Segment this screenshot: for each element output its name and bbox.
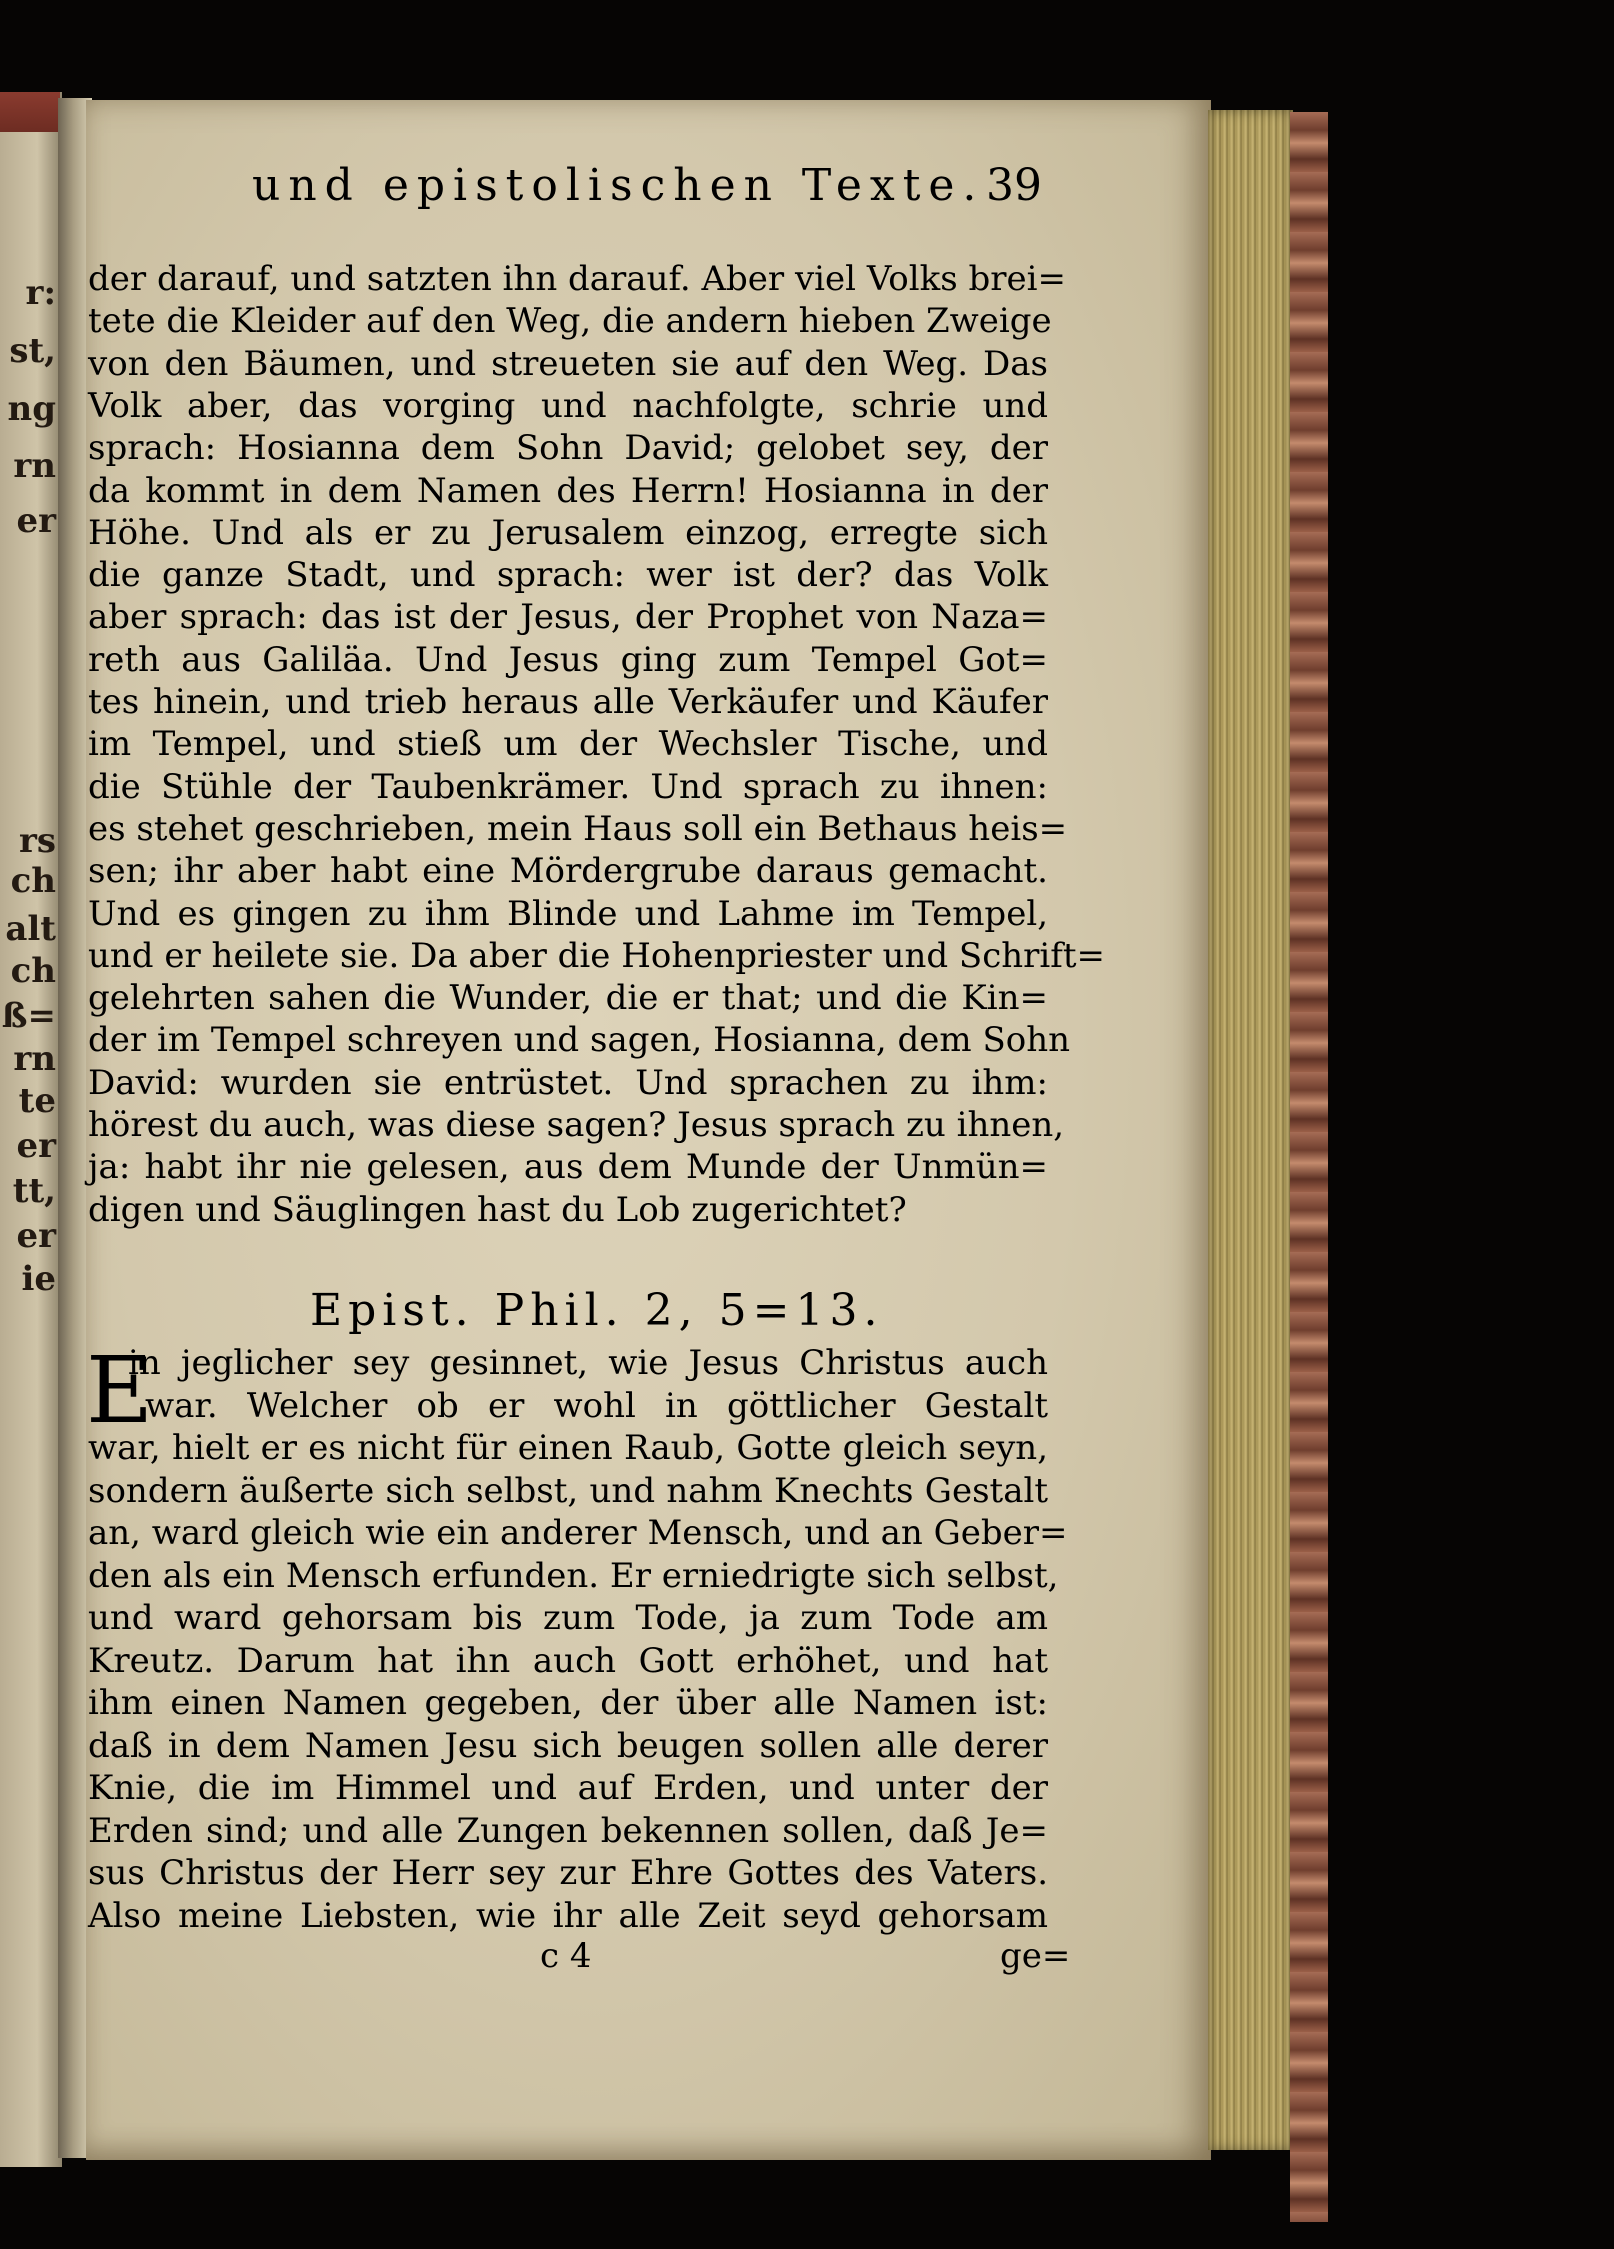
text-line: tes hinein, und trieb heraus alle Verkäufer und Käufer [88, 682, 1048, 722]
left-page-fragment: ch [10, 861, 56, 901]
text-line: hörest du auch, was diese sagen? Jesus sprach zu ihnen, [88, 1105, 1065, 1145]
signature-mark: c 4 [540, 1936, 592, 1976]
left-page-fragment: rn [13, 446, 56, 486]
left-page-fragment: tt, [12, 1171, 56, 1211]
drop-cap: E [86, 1337, 154, 1444]
text-line: Erden sind; und alle Zungen bekennen sollen, daß Je= [88, 1810, 1048, 1851]
text-line: gelehrten sahen die Wunder, die er that; und die Kin= [88, 978, 1048, 1019]
left-page-fragment: ie [21, 1259, 56, 1299]
text-line: von den Bäumen, und streueten sie auf den Weg. Das [88, 343, 1048, 384]
text-line: Also meine Liebsten, wie ihr alle Zeit seyd gehorsam [88, 1895, 1048, 1936]
text-line: ja: habt ihr nie gelesen, aus dem Munde der Unmün= [88, 1147, 1048, 1188]
left-page-fragment: er [16, 1126, 56, 1166]
text-line: der darauf, und satzten ihn darauf. Aber viel Volks brei= [88, 259, 1066, 299]
text-line: den als ein Mensch erfunden. Er erniedrigte sich selbst, [88, 1555, 1059, 1596]
text-line: reth aus Galiläa. Und Jesus ging zum Tempel Got= [88, 639, 1048, 680]
left-page-fragment: ch [10, 951, 56, 991]
left-page-fragment: er [16, 501, 56, 541]
marbled-cover-edge [1290, 112, 1328, 2222]
text-line: Höhe. Und als er zu Jerusalem einzog, erregte sich [88, 512, 1048, 553]
text-line: David: wurden sie entrüstet. Und sprachen zu ihm: [88, 1062, 1048, 1103]
text-line: Knie, die im Himmel und auf Erden, und unter der [88, 1768, 1048, 1808]
text-line: Und es gingen zu ihm Blinde und Lahme im Tempel, [88, 893, 1048, 934]
left-page-fragment: ng [7, 389, 56, 429]
page-block-edges [1208, 110, 1293, 2150]
text-line: und ward gehorsam bis zum Tode, ja zum Tode am [88, 1598, 1048, 1638]
page-number: 39 [986, 160, 1042, 211]
text-line: daß in dem Namen Jesu sich beugen sollen alle derer [88, 1725, 1048, 1766]
left-page-fragment: r: [25, 273, 56, 313]
text-line: an, ward gleich wie ein anderer Mensch, und an Geber= [88, 1513, 1068, 1553]
catchword: ge= [1000, 1936, 1071, 1976]
text-line: sus Christus der Herr sey zur Ehre Gottes des Vaters. [88, 1853, 1048, 1893]
text-line: da kommt in dem Namen des Herrn! Hosianna in der [88, 470, 1048, 511]
text-line: es stehet geschrieben, mein Haus soll ein Bethaus heis= [88, 808, 1068, 849]
epistle-heading: Epist. Phil. 2, 5=13. [310, 1285, 884, 1336]
text-line: aber sprach: das ist der Jesus, der Prophet von Naza= [88, 597, 1048, 638]
left-page-fragment: alt [5, 909, 56, 949]
left-page-fragment: ß= [1, 996, 56, 1036]
running-title: und epistolischen Texte. [252, 160, 985, 211]
text-line: sen; ihr aber habt eine Mördergrube daraus gemacht. [88, 851, 1048, 892]
text-line: war, hielt er es nicht für einen Raub, Gotte gleich seyn, [88, 1428, 1048, 1468]
text-line: die ganze Stadt, und sprach: wer ist der? das Volk [88, 555, 1048, 596]
text-line: die Stühle der Taubenkrämer. Und sprach zu ihnen: [88, 766, 1048, 807]
text-line: sprach: Hosianna dem Sohn David; gelobet sey, der [88, 428, 1048, 469]
left-page-fragment: rn [13, 1039, 56, 1079]
text-line: ihm einen Namen gegeben, der über alle Namen ist: [88, 1683, 1048, 1723]
text-line: sondern äußerte sich selbst, und nahm Knechts Gestalt [88, 1470, 1048, 1511]
text-line: war. Welcher ob er wohl in göttlicher Gestalt [145, 1385, 1048, 1426]
text-line: und er heilete sie. Da aber die Hohenpriester und Schrift= [88, 935, 1106, 976]
text-line: Volk aber, das vorging und nachfolgte, schrie und [88, 385, 1048, 426]
text-line: in jeglicher sey gesinnet, wie Jesus Christus auch [128, 1343, 1048, 1383]
left-page-fragment: st, [9, 331, 56, 371]
text-line: der im Tempel schreyen und sagen, Hosianna, dem Sohn [88, 1020, 1070, 1061]
left-page-fragment: rs [18, 821, 56, 861]
text-line: Kreutz. Darum hat ihn auch Gott erhöhet, und hat [88, 1640, 1048, 1681]
left-page-fragment: te [18, 1081, 56, 1121]
left-page-fragment: er [16, 1216, 56, 1256]
left-page-binding-strip [0, 92, 60, 132]
text-line: digen und Säuglingen hast du Lob zugerichtet? [88, 1189, 907, 1230]
text-line: im Tempel, und stieß um der Wechsler Tische, und [88, 724, 1048, 765]
text-line: tete die Kleider auf den Weg, die andern hieben Zweige [88, 301, 1052, 342]
